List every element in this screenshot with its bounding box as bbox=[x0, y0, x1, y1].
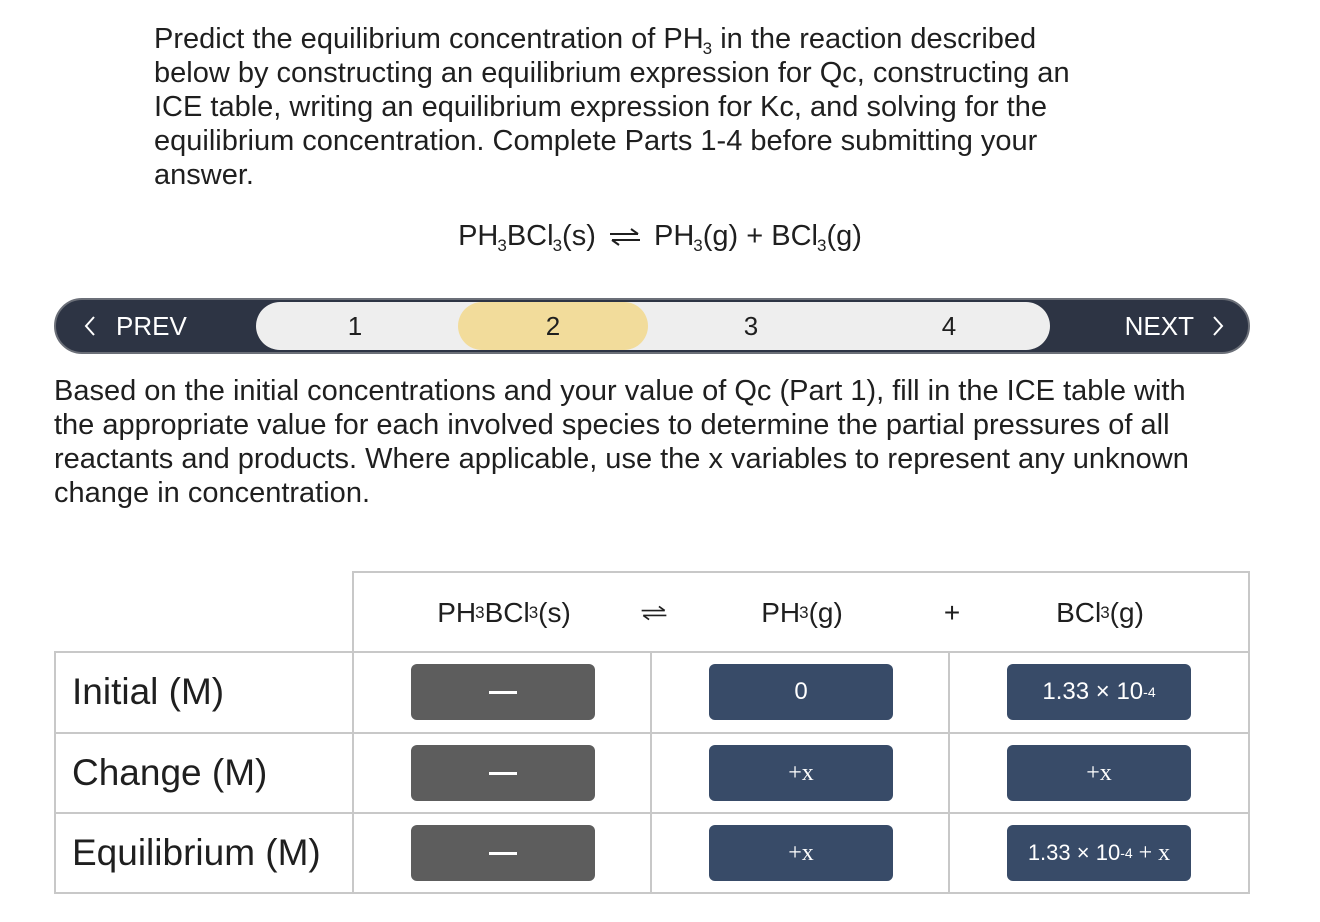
reaction-equation bbox=[0, 218, 1320, 254]
instructions-line-3: reactants and products. Where applicable, use the x variables to represent any unknown bbox=[54, 443, 1189, 475]
prompt-text: in the reaction described bbox=[712, 23, 1037, 55]
cell-value: 1.33 × 10 bbox=[1027, 840, 1121, 865]
header-product1: PH 3 (g) bbox=[761, 597, 843, 628]
cell-value: 1.33 × 10 bbox=[1042, 678, 1144, 705]
equilibrium-arrow-icon bbox=[608, 228, 642, 246]
cell-value: 0 bbox=[794, 678, 808, 705]
equilibrium-arrow-icon bbox=[640, 605, 668, 621]
initial-product1-input[interactable] bbox=[709, 664, 893, 720]
prompt-line-4: equilibrium concentration. Complete Parts 1-4 before submitting your bbox=[154, 125, 1038, 157]
equilibrium-product1-input[interactable] bbox=[709, 825, 893, 881]
step-tab-3[interactable]: 3 bbox=[743, 310, 759, 341]
prompt-line-2: below by constructing an equilibrium expression for Qc, constructing an bbox=[154, 57, 1070, 89]
change-product1-input[interactable] bbox=[709, 745, 893, 801]
equilibrium-product2-input[interactable]: 1.33 × 10 -4 + x bbox=[1007, 825, 1191, 881]
instructions-line-4: change in concentration. bbox=[54, 477, 370, 509]
header-equilibrium-arrow bbox=[632, 573, 676, 653]
step-tab-4[interactable]: 4 bbox=[941, 310, 957, 341]
reactant-formula: $PH_3BCl_3(s)$ bbox=[458, 220, 596, 255]
product1-formula: $PH_3(g)$ bbox=[653, 220, 739, 255]
next-button[interactable] bbox=[1125, 300, 1224, 352]
ice-header-row bbox=[352, 571, 1250, 653]
question-prompt bbox=[154, 22, 1154, 192]
prompt-line-1 bbox=[154, 22, 1154, 56]
product2-formula: BCl$_3$(g) bbox=[771, 220, 862, 255]
instructions-line-1: Based on the initial concentrations and your value of Qc (Part 1), fill in the ICE table with bbox=[54, 375, 1186, 407]
step-tab-2[interactable]: 2 bbox=[458, 302, 648, 350]
dash bbox=[489, 772, 517, 775]
row-label-equilibrium: Equilibrium (M) bbox=[72, 832, 321, 873]
row-label-initial: Initial (M) bbox=[72, 671, 225, 712]
cell-value-suffix: + x bbox=[1132, 839, 1171, 866]
step-tab-1[interactable]: 1 bbox=[347, 310, 363, 341]
next-label: NEXT bbox=[1124, 310, 1194, 341]
part-instructions bbox=[54, 374, 1264, 510]
row-label-change: Change (M) bbox=[72, 752, 268, 793]
instructions-line-2: the appropriate value for each involved species to determine the partial pressures of all bbox=[54, 409, 1170, 441]
chevron-left-icon bbox=[84, 315, 96, 337]
cell-value: +x bbox=[1086, 759, 1112, 786]
plus-sign: + bbox=[746, 220, 764, 252]
cell-value: +x bbox=[788, 759, 814, 786]
prompt-text: Predict the equilibrium concentration of PH bbox=[154, 23, 704, 55]
ice-table bbox=[54, 571, 1250, 894]
equilibrium-reactant-cell bbox=[411, 825, 595, 881]
change-product2-input[interactable] bbox=[1007, 745, 1191, 801]
step-navigation bbox=[54, 298, 1250, 354]
header-reactant: PH 3 BCl 3 (s) bbox=[437, 597, 571, 628]
dash bbox=[489, 691, 517, 694]
change-reactant-cell bbox=[411, 745, 595, 801]
prev-label: PREV bbox=[116, 310, 187, 341]
prompt-line-5: answer. bbox=[154, 159, 254, 191]
cell-value: +x bbox=[788, 839, 814, 866]
dash bbox=[489, 852, 517, 855]
initial-product2-input[interactable]: 1.33 × 10 -4 bbox=[1007, 664, 1191, 720]
initial-reactant-cell bbox=[411, 664, 595, 720]
header-plus: + bbox=[943, 597, 961, 628]
step-tabs bbox=[256, 302, 1050, 350]
header-product2: BCl 3 (g) bbox=[1056, 597, 1144, 628]
prev-button[interactable] bbox=[84, 300, 187, 352]
chevron-right-icon bbox=[1212, 315, 1224, 337]
subscript: 3 bbox=[702, 39, 713, 58]
prompt-line-3: ICE table, writing an equilibrium expression for Kc, and solving for the bbox=[154, 91, 1047, 123]
